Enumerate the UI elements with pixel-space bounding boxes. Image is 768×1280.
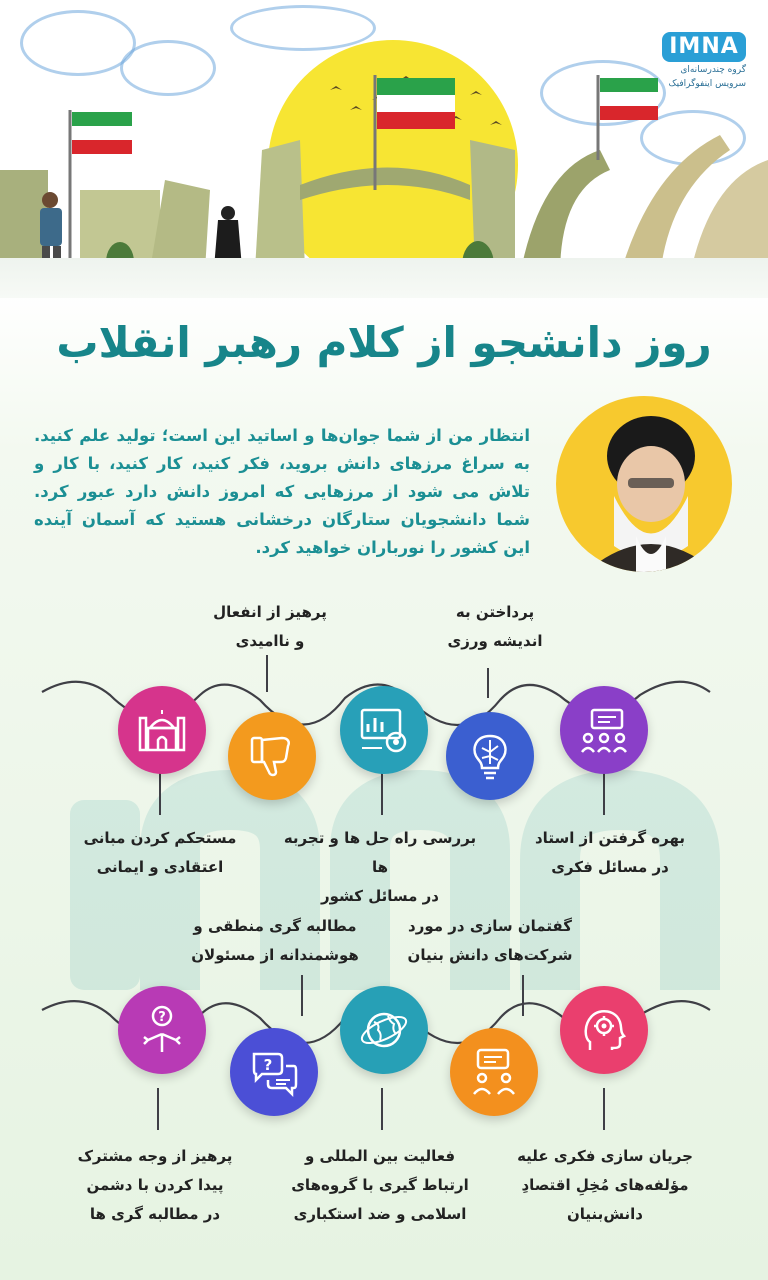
mosque-icon — [118, 686, 206, 774]
direction-question-icon-glyph — [136, 1004, 188, 1056]
chat-question-icon-glyph — [248, 1046, 300, 1098]
globe-icon-glyph — [358, 1004, 410, 1056]
item-mabani-label: مستحکم کردن مبانی اعتقادی و ایمانی — [83, 829, 237, 876]
brain-bulb-icon — [446, 712, 534, 800]
svg-text:?: ? — [158, 1010, 166, 1025]
brain-bulb-icon-glyph — [464, 730, 516, 782]
item-enfeal-label: پرهیز از انفعال و ناامیدی — [213, 603, 327, 650]
item-rahhal-label: بررسی راه حل ها و تجربه ها در مسائل کشور — [283, 829, 477, 905]
discussion-icon — [450, 1028, 538, 1116]
page-title: روز دانشجو از کلام رهبر انقلاب — [56, 318, 712, 367]
presentation-icon-glyph — [578, 704, 630, 756]
leader-quote: انتظار من از شما جوان‌ها و اساتید این است؛ تولید علم کنید. به سراغ مرزهای دانش بروید، فکر کنید، کار کنید، با کار و تلاش می شود از مرزهایی که امروز دانش دارد عبور کرد. شما دانشجویان ستارگان درخشانی هستید که آسمان آینده این کشور را نورباران خواهید کرد. — [34, 426, 530, 557]
discussion-icon-glyph — [468, 1046, 520, 1098]
thumbs-down-icon — [228, 712, 316, 800]
svg-text:?: ? — [263, 1056, 273, 1074]
logo-subtitle-2: سرویس اینفوگرافیک — [668, 79, 746, 89]
item-jarian-label: جریان سازی فکری علیه مؤلفه‌های مُخِلِ اقتصادِ دانش‌بنیان — [517, 1147, 693, 1223]
leader-portrait — [556, 396, 732, 572]
thumbs-down-icon-glyph — [246, 730, 298, 782]
logo-subtitle-1: گروه چندرسانه‌ای — [680, 65, 746, 75]
imna-logo — [662, 32, 746, 102]
item-doshman-label: پرهیز از وجه مشترک پیدا کردن با دشمن در مطالبه گری ها — [77, 1147, 233, 1223]
header-illustration — [0, 0, 768, 300]
globe-icon — [340, 986, 428, 1074]
analytics-icon — [340, 686, 428, 774]
item-motalebe-label: مطالبه گری منطقی و هوشمندانه از مسئولان — [191, 917, 359, 964]
item-beinolmelal-label: فعالیت بین المللی و ارتباط گیری با گروه‌های اسلامی و ضد استکباری — [291, 1147, 469, 1223]
chat-question-icon — [230, 1028, 318, 1116]
item-ostad-label: بهره گرفتن از استاد در مسائل فکری — [534, 829, 685, 876]
mosque-icon-glyph — [136, 704, 188, 756]
logo-mark: IMNA — [662, 32, 746, 62]
university-gate-illustration — [0, 0, 768, 300]
analytics-icon-glyph — [358, 704, 410, 756]
presentation-icon — [560, 686, 648, 774]
direction-question-icon — [118, 986, 206, 1074]
gear-head-icon — [560, 986, 648, 1074]
gear-head-icon-glyph — [578, 1004, 630, 1056]
item-goftman-label: گفتمان سازی در مورد شرکت‌های دانش بنیان — [407, 917, 573, 964]
item-andisheh-label: پرداختن به اندیشه ورزی — [447, 603, 543, 650]
